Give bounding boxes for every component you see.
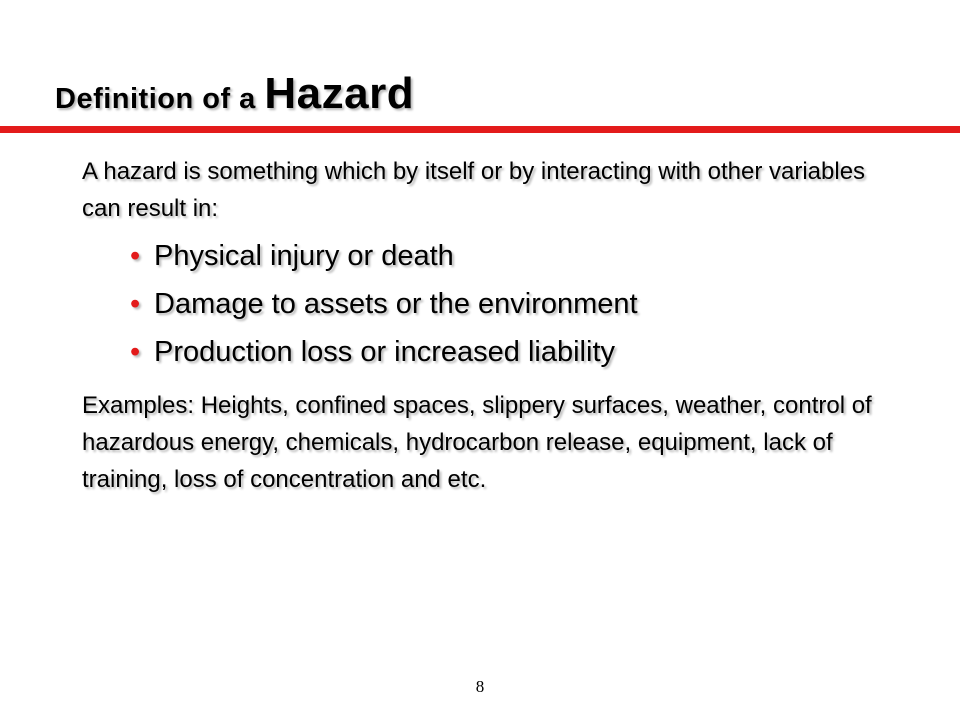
bullet-icon: • [130,336,141,368]
bullet-text: Damage to assets or the environment [154,288,638,320]
bullet-item [130,332,638,380]
bullet-item [130,284,638,332]
bullet-list [130,236,638,380]
bullet-text: Physical injury or death [154,240,454,272]
bullet-icon: • [130,240,141,272]
intro-paragraph: A hazard is something which by itself or by interacting with other variables can result in: [82,158,866,222]
bullet-item [130,236,638,284]
slide-title [55,69,415,118]
bullet-icon: • [130,288,141,320]
title-divider-rule [0,126,960,133]
slide-title-emphasis: Hazard [264,69,415,118]
bullet-text: Production loss or increased liability [154,336,615,368]
slide-title-prefix: Definition of a [55,83,265,115]
page-number: 8 [475,677,485,696]
examples-paragraph: Examples: Heights, confined spaces, slippery surfaces, weather, control of hazardous energy, chemicals, hydrocarbon release, equipment, lack of training, loss of concentration and etc. [82,392,872,493]
